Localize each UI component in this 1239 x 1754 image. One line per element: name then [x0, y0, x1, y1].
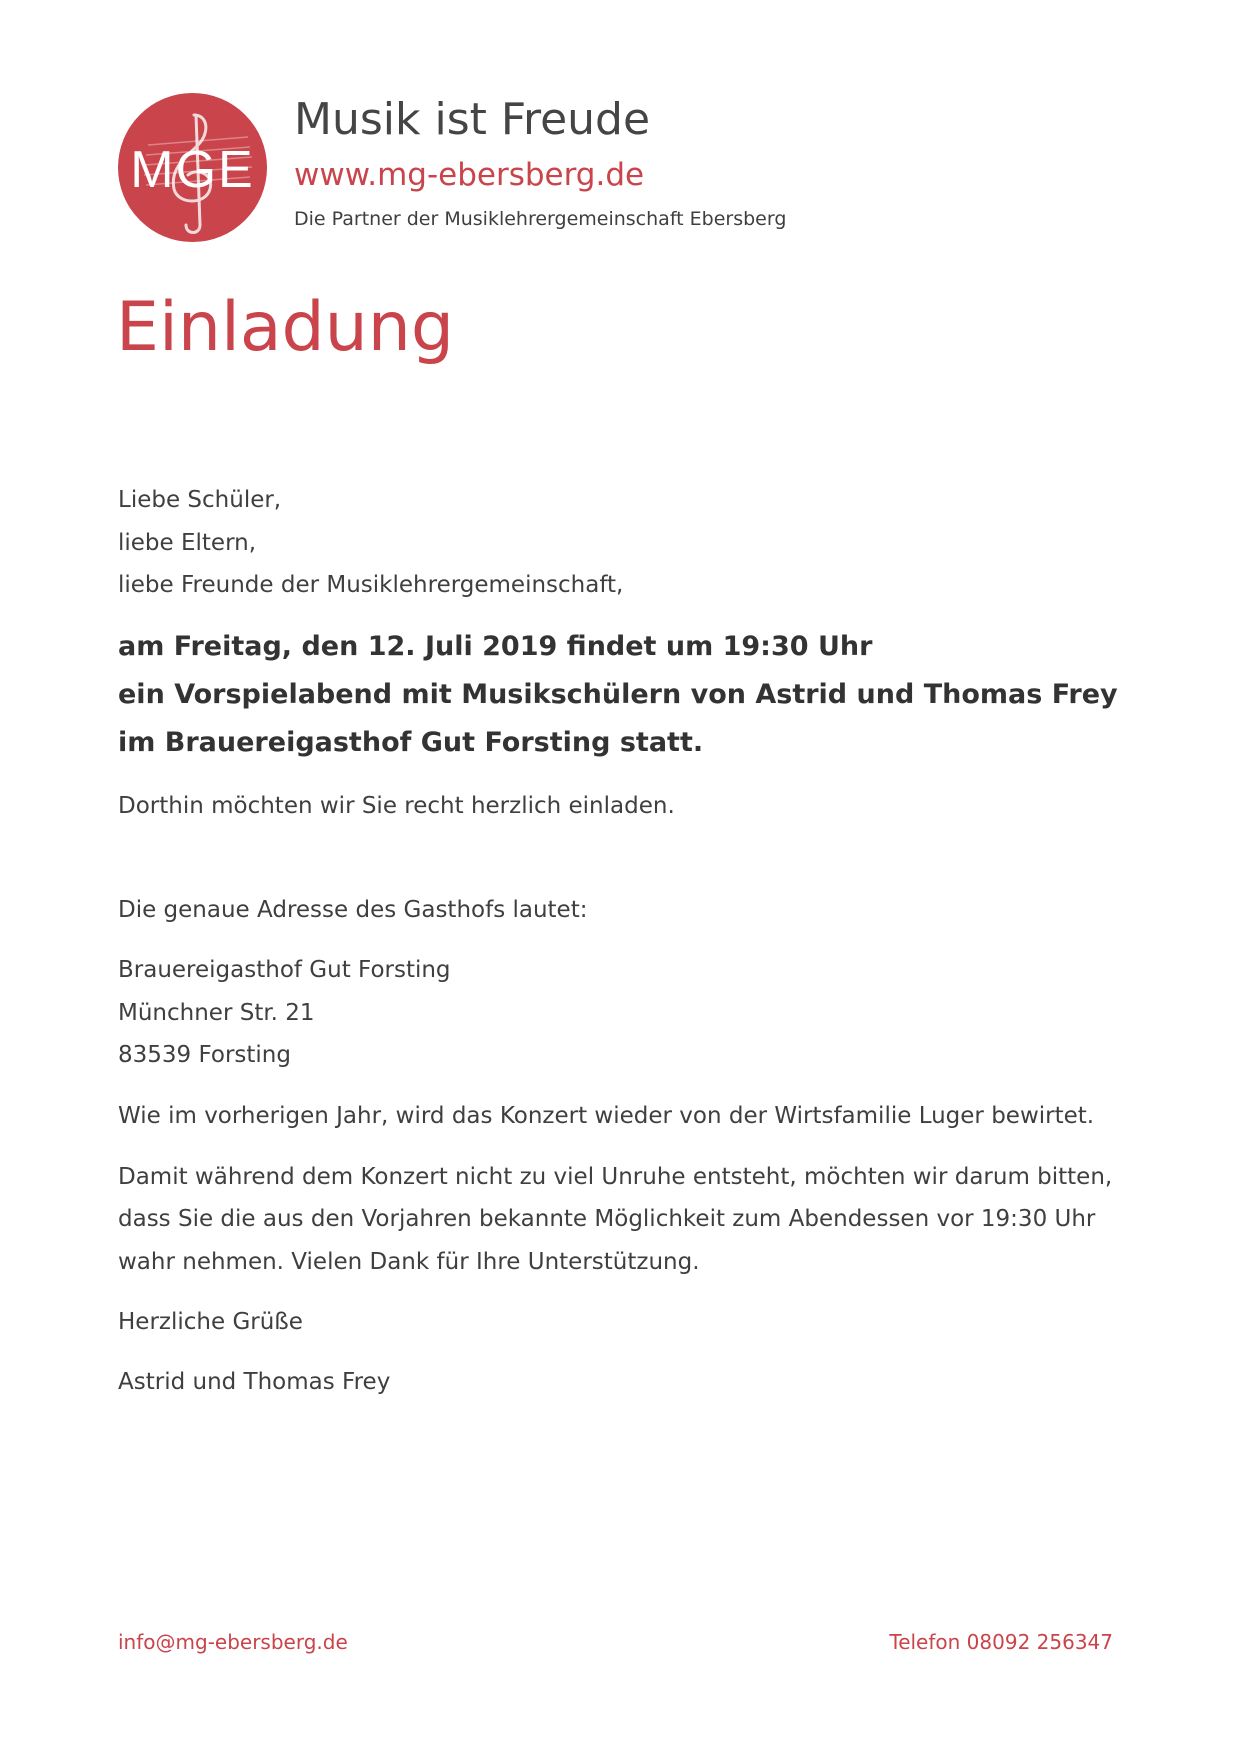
brand-tagline: Die Partner der Musiklehrergemeinschaft Ebersberg: [294, 208, 787, 230]
signature: Astrid und Thomas Frey: [118, 1369, 391, 1395]
request-line: wahr nehmen. Vielen Dank für Ihre Unterstützung.: [118, 1249, 700, 1275]
address-line: Brauereigasthof Gut Forsting: [118, 957, 451, 983]
address-intro: Die genaue Adresse des Gasthofs lautet:: [118, 897, 588, 923]
closing: Herzliche Grüße: [118, 1309, 303, 1335]
website-link[interactable]: www.mg-ebersberg.de: [294, 157, 645, 193]
announcement-line: am Freitag, den 12. Juli 2019 findet um 19:30 Uhr: [118, 631, 873, 662]
mge-logo: [118, 93, 267, 242]
footer-email-link[interactable]: info@mg-ebersberg.de: [118, 1630, 348, 1654]
document-title: Einladung: [116, 288, 455, 367]
salutation-line: liebe Eltern,: [118, 530, 257, 556]
catering-note: Wie im vorherigen Jahr, wird das Konzert wieder von der Wirtsfamilie Luger bewirtet.: [118, 1103, 1095, 1129]
request-line: dass Sie die aus den Vorjahren bekannte Möglichkeit zum Abendessen vor 19:30 Uhr: [118, 1206, 1096, 1232]
announcement-line: im Brauereigasthof Gut Forsting statt.: [118, 727, 704, 758]
logo-lettering: MGE: [130, 141, 255, 199]
brand-title: Musik ist Freude: [294, 94, 651, 145]
announcement-line: ein Vorspielabend mit Musikschülern von Astrid und Thomas Frey: [118, 679, 1118, 710]
salutation-line: liebe Freunde der Musiklehrergemeinschaft,: [118, 572, 624, 598]
address-line: 83539 Forsting: [118, 1042, 291, 1068]
salutation-line: Liebe Schüler,: [118, 487, 282, 513]
invite-line: Dorthin möchten wir Sie recht herzlich einladen.: [118, 793, 675, 819]
request-line: Damit während dem Konzert nicht zu viel Unruhe entsteht, möchten wir darum bitten,: [118, 1164, 1113, 1190]
footer-phone: Telefon 08092 256347: [889, 1630, 1113, 1654]
address-line: Münchner Str. 21: [118, 1000, 315, 1026]
